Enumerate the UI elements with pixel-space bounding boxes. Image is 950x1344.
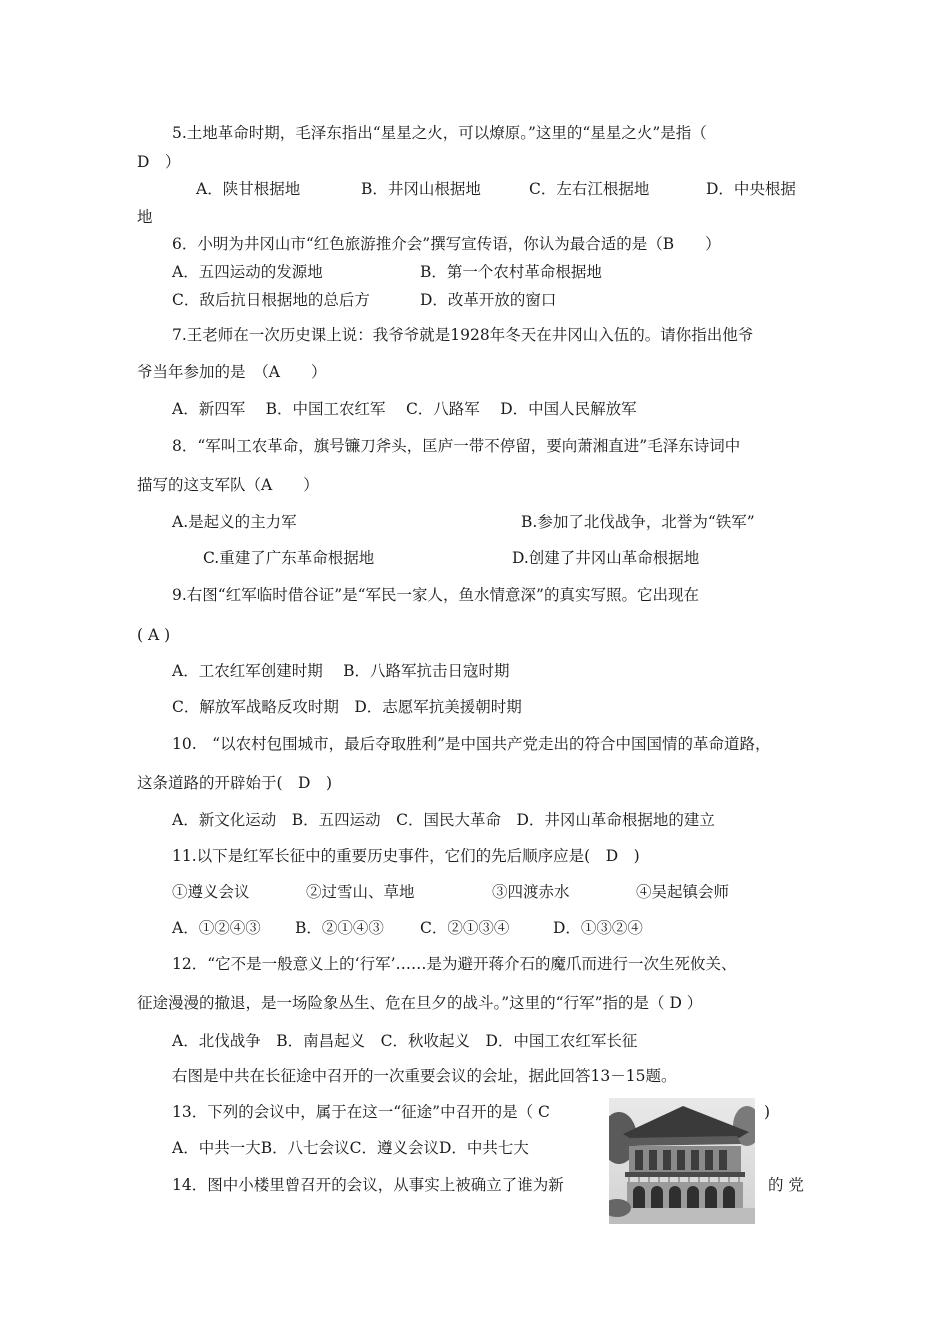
q14-tail: 的 党 (768, 1176, 804, 1194)
q6-option-a: A．五四运动的发源地 (172, 263, 323, 281)
q8-option-a: A.是起义的主力军 (172, 513, 297, 531)
q9-answer: ( A ) (137, 626, 171, 644)
q8-stem-cont: 描写的这支军队（A ） (137, 476, 319, 494)
q11-event-4: ④吴起镇会师 (636, 883, 730, 901)
q11-option-d: D．①③②④ (553, 919, 643, 937)
meeting-site-photo (609, 1098, 755, 1224)
q8-stem: 8．“军叫工农革命，旗号镰刀斧头，匡庐一带不停留，要向萧湘直进”毛泽东诗词中 (172, 437, 741, 455)
q8-option-d: D.创建了井冈山革命根据地 (512, 549, 700, 567)
q11-option-b: B．②①④③ (295, 919, 384, 937)
q12-stem-cont: 征途漫漫的撤退，是一场险象丛生、危在旦夕的战斗。”这里的“行军”指的是（ D ） (137, 994, 703, 1012)
q7-stem: 7.王老师在一次历史课上说：我爷爷就是1928年冬天在井冈山入伍的。请你指出他爷 (172, 326, 754, 344)
q11-event-1: ①遵义会议 (172, 883, 250, 901)
q6-option-d: D．改革开放的窗口 (420, 291, 557, 309)
q10-options: A．新文化运动 B．五四运动 C．国民大革命 D．井冈山革命根据地的建立 (172, 811, 715, 829)
q14-stem: 14．图中小楼里曾召开的会议，从事实上被确立了谁为新 (172, 1176, 564, 1194)
q5-tail: 地 (137, 208, 153, 226)
building-illustration (609, 1098, 755, 1224)
q11-event-3: ③四渡赤水 (492, 883, 570, 901)
q5-stem: 5.土地革命时期，毛泽东指出“星星之火，可以燎原。”这里的“星星之火”是指（ (172, 124, 707, 142)
q12-options: A．北伐战争 B．南昌起义 C．秋收起义 D．中国工农红军长征 (172, 1032, 638, 1050)
q13-close: ) (764, 1103, 771, 1121)
q11-event-2: ②过雪山、草地 (306, 883, 415, 901)
q11-option-a: A．①②④③ (172, 919, 261, 937)
q9-options-2: C．解放军战略反攻时期 D．志愿军抗美援朝时期 (172, 698, 522, 716)
q7-options: A．新四军 B．中国工农红军 C．八路军 D．中国人民解放军 (172, 400, 637, 418)
q5-option-b: B．井冈山根据地 (361, 180, 481, 198)
q10-stem-cont: 这条道路的开辟始于( D ) (137, 774, 333, 792)
section-intro: 右图是中共在长征途中召开的一次重要会议的会址，据此回答13－15题。 (172, 1067, 677, 1085)
q6-option-b: B．第一个农村革命根据地 (420, 263, 602, 281)
q8-option-b: B.参加了北伐战争，北誉为“铁军” (521, 513, 755, 531)
q7-stem-cont: 爷当年参加的是 （A ） (137, 363, 327, 381)
q9-options-1: A．工农红军创建时期 B．八路军抗击日寇时期 (172, 662, 510, 680)
q6-option-c: C．敌后抗日根据地的总后方 (172, 291, 370, 309)
q6-stem: 6．小明为井冈山市“红色旅游推介会”撰写宣传语，你认为最合适的是（B ） (172, 235, 721, 253)
q11-stem: 11.以下是红军长征中的重要历史事件，它们的先后顺序应是( D ) (172, 847, 640, 865)
q13-stem: 13．下列的会议中，属于在这一“征途”中召开的是（ C (172, 1103, 550, 1121)
q9-stem: 9.右图“红军临时借谷证”是“军民一家人，鱼水情意深”的真实写照。它出现在 (172, 586, 699, 604)
q12-stem: 12．“它不是一般意义上的‘行军’……是为避开蒋介石的魔爪而进行一次生死攸关、 (172, 955, 737, 973)
q8-option-c: C.重建了广东革命根据地 (203, 549, 375, 567)
q11-option-c: C．②①③④ (420, 919, 510, 937)
q5-answer: D ） (137, 153, 181, 171)
q5-option-d: D．中央根据 (706, 180, 796, 198)
q5-option-a: A．陕甘根据地 (196, 180, 301, 198)
q10-stem: 10. “以农村包围城市，最后夺取胜利”是中国共产党走出的符合中国国情的革命道路， (172, 735, 771, 753)
q5-option-c: C．左右江根据地 (529, 180, 650, 198)
q13-options: A．中共一大B．八七会议C．遵义会议D．中共七大 (172, 1139, 529, 1157)
